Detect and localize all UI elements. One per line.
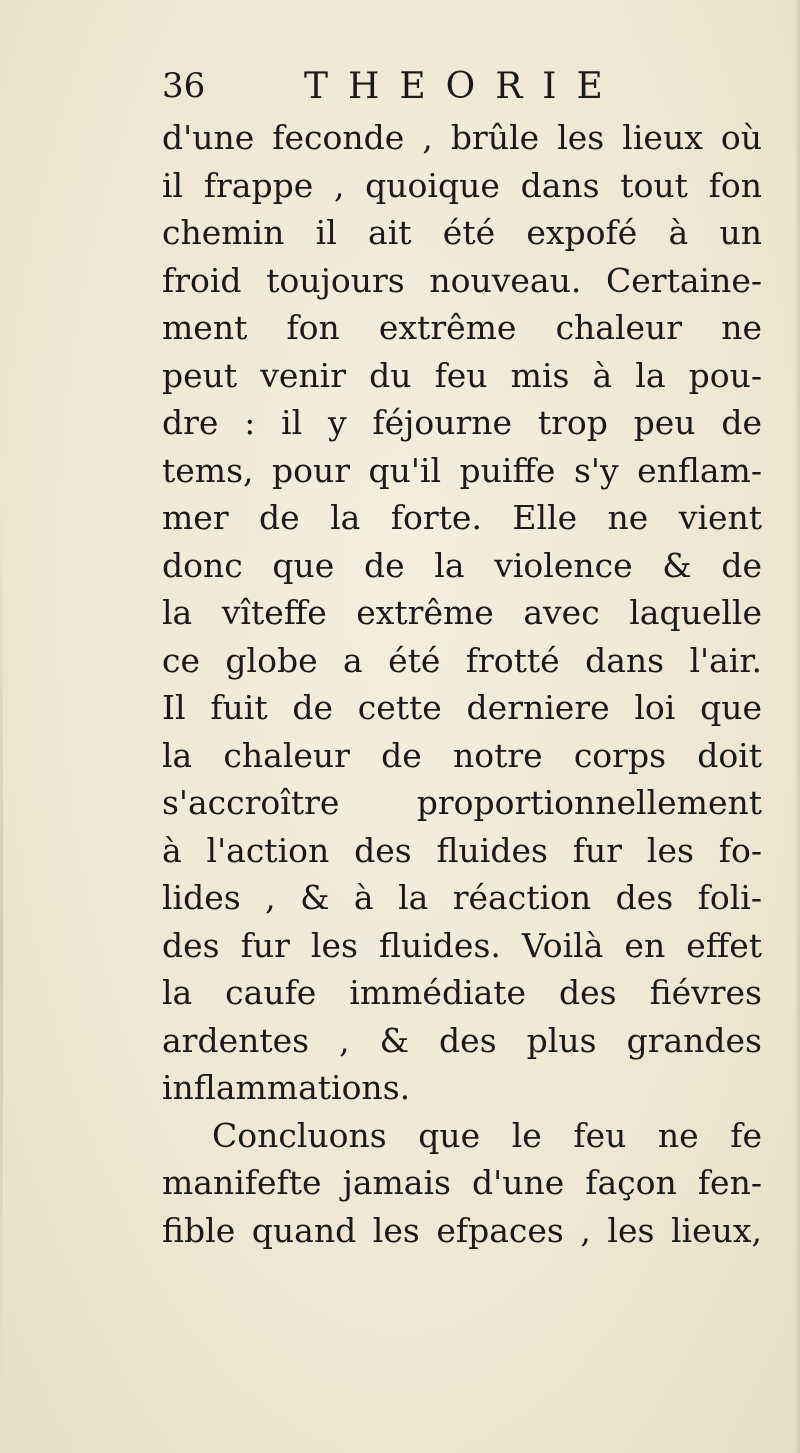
text-line: manifefte jamais d'une façon fen- [162,1163,762,1202]
text-line: des fur les fluides. Voilà en effet [162,925,762,965]
page-number: 36 [162,66,206,106]
text-line: froid toujours nouveau. Certaine- [162,260,762,300]
text-line: d'une feconde , brûle les lieux où [162,118,762,157]
text-line: la chaleur de notre corps doit [162,735,762,775]
text-line: la vîteffe extrême avec laquelle [162,593,762,632]
body-text [162,114,762,1254]
text-line: mer de la forte. Elle ne vient [162,498,762,537]
text-line: à l'action des fluides fur les fo- [162,830,762,870]
text-line: inflammations. [162,1068,411,1107]
text-line: peut venir du feu mis à la pou- [162,355,762,395]
text-line: la caufe immédiate des fiévres [162,973,762,1012]
text-line: tems, pour qu'il puiffe s'y enflam- [162,450,762,490]
text-line: dre : il y féjourne trop peu de [162,403,762,442]
text-line: ment fon extrême chaleur ne [162,308,762,347]
paragraph-first-line: Concluons que le feu ne fe [212,1115,762,1155]
page-header [162,62,762,112]
text-line: chemin il ait été expofé à un [162,213,762,252]
text-line: ce globe a été frotté dans l'air. [162,640,762,680]
text-line: s'accroître proportionnellement [162,783,762,822]
text-line: Il fuit de cette derniere loi que [162,688,762,727]
text-line: lides , & à la réaction des foli- [162,878,762,917]
running-head: THEORIE [304,66,623,107]
text-line: donc que de la violence & de [162,545,762,585]
text-line: fible quand les efpaces , les lieux, [162,1210,762,1250]
paper-crease [0,500,3,1400]
text-line: ardentes , & des plus grandes [162,1020,762,1060]
text-line: il frappe , quoique dans tout fon [162,165,762,205]
page-edge-shadow [794,0,800,1453]
